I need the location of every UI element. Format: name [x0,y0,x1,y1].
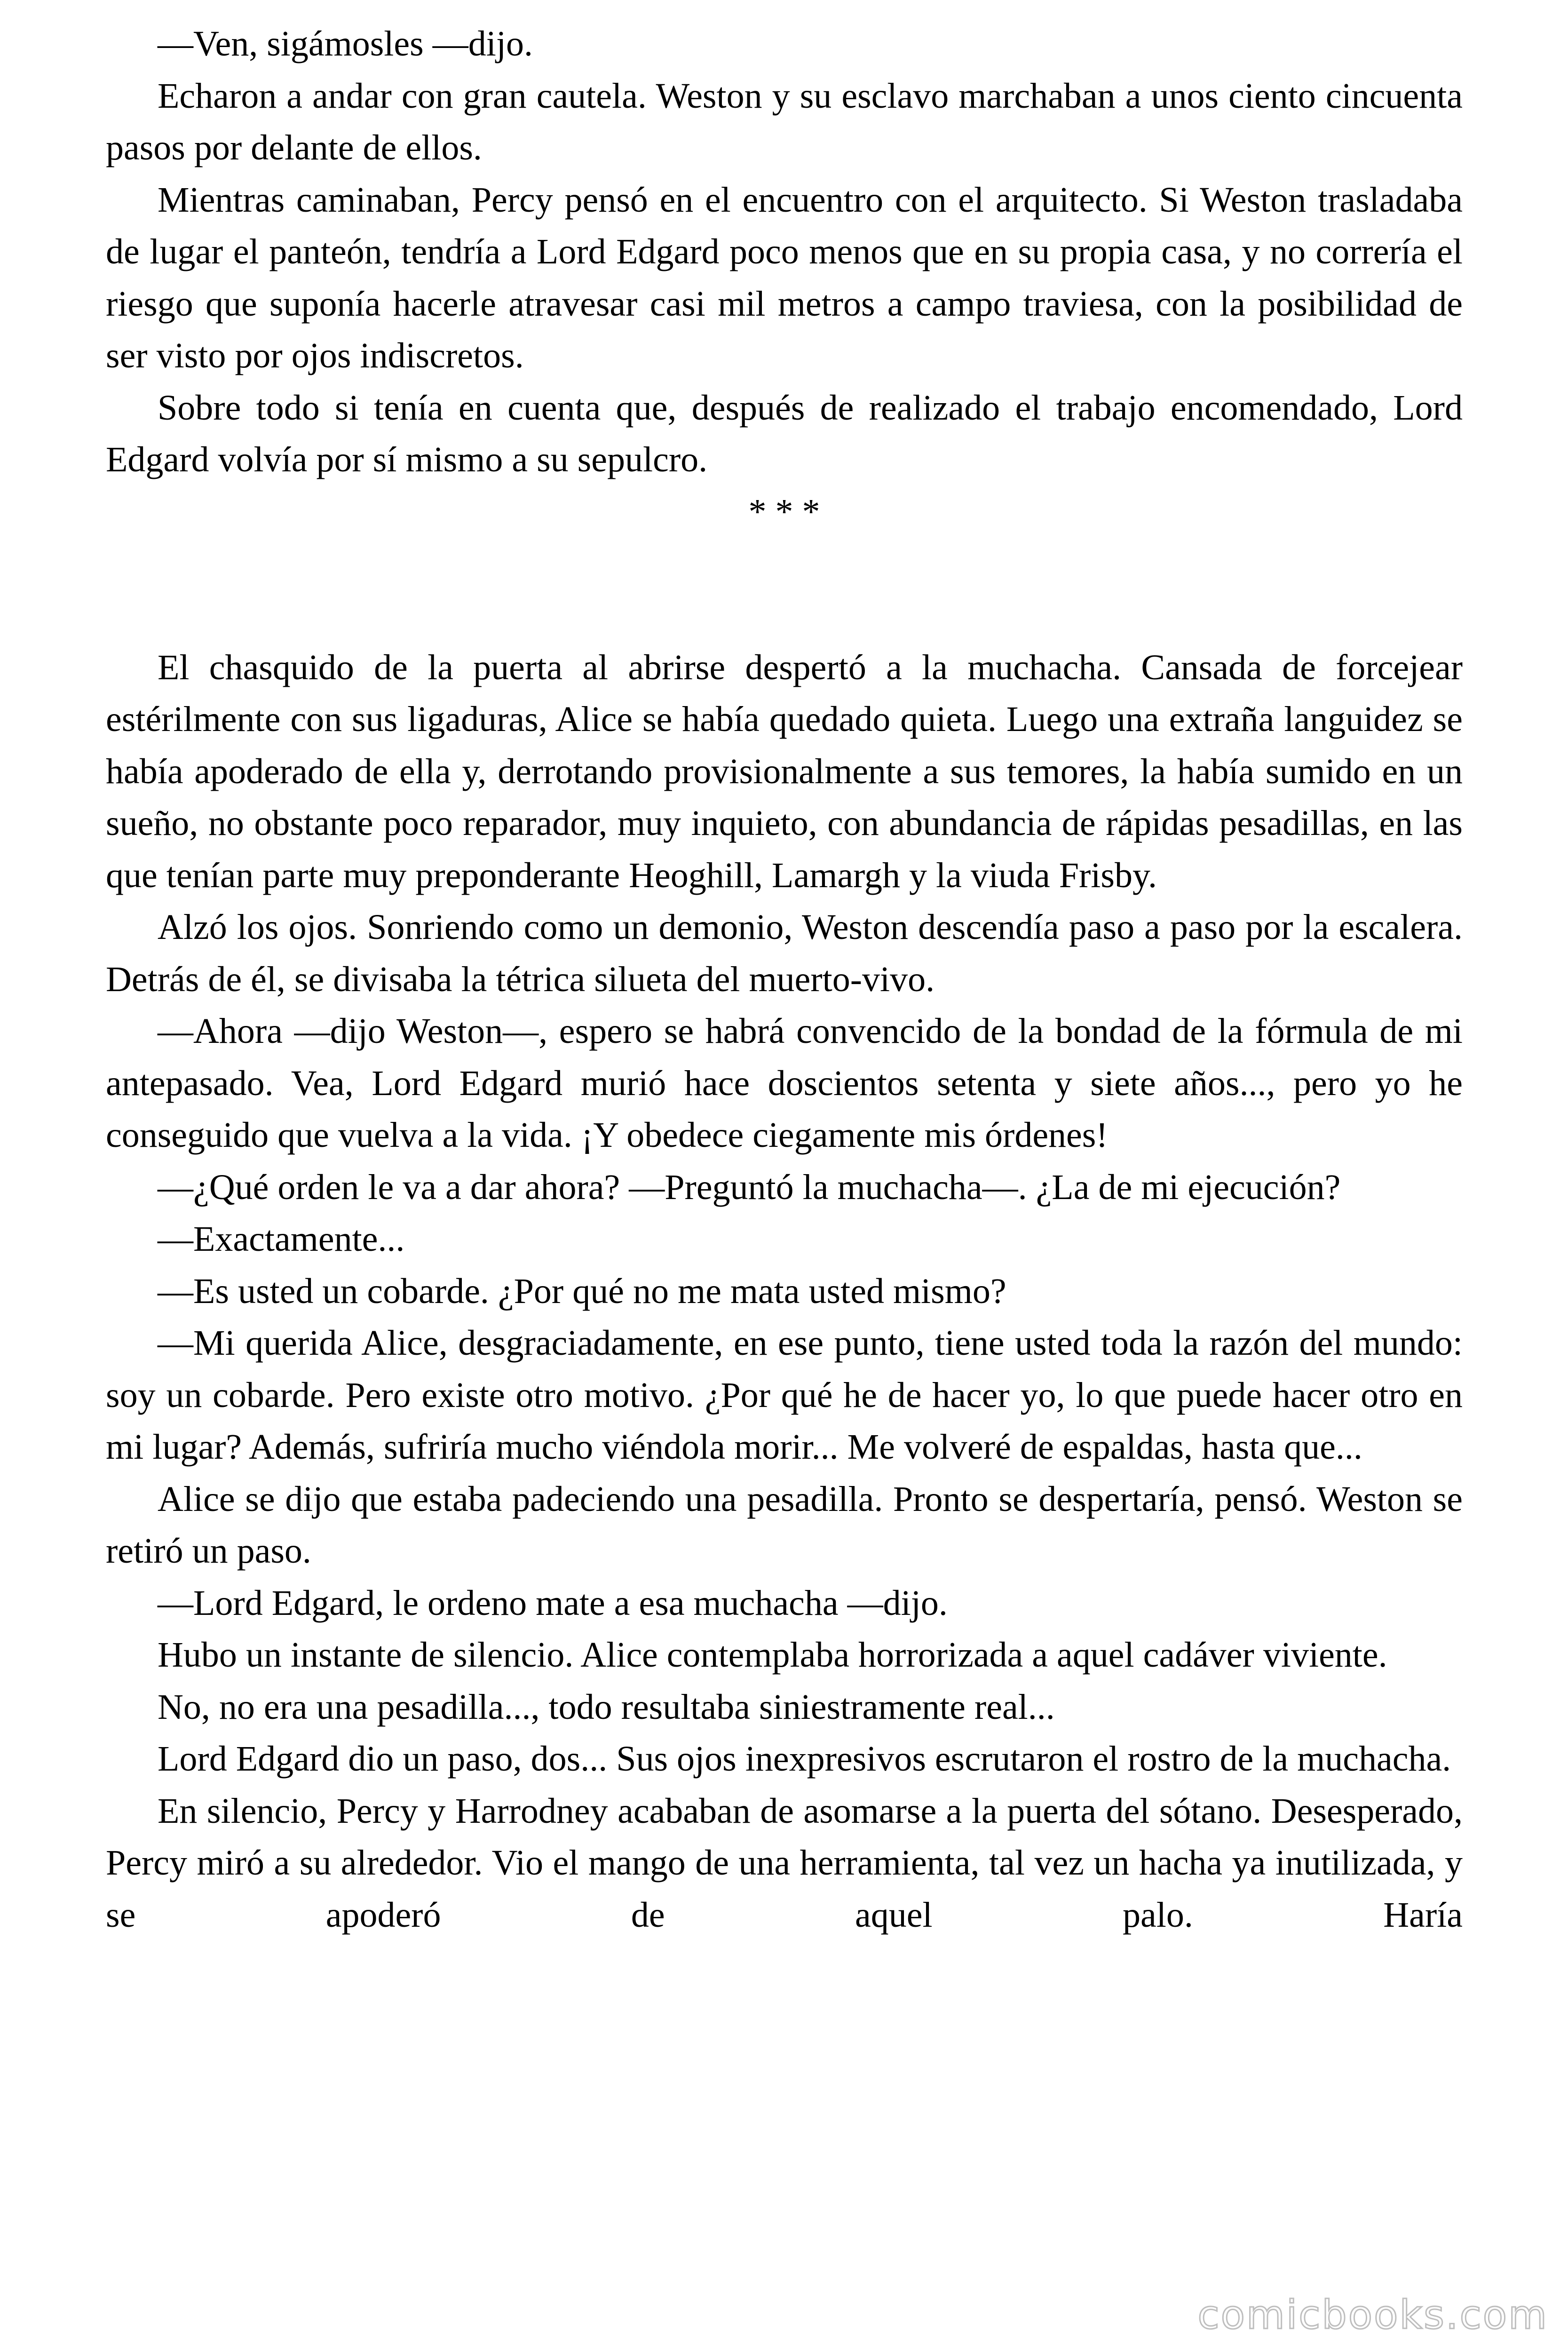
paragraph: Echaron a andar con gran cautela. Weston y su esclavo marchaban a unos ciento cincuenta pasos por delante de ellos. [106,76,1463,167]
paragraph: Mientras caminaban, Percy pensó en el encuentro con el arquitecto. Si Weston trasladaba de lugar el panteón, tendría a Lord Edgard poco menos que en su propia casa, y no correría el riesgo que suponía hacerle atravesar casi mil metros a campo traviesa, con la posibilidad de ser visto por ojos indiscretos. [106,180,1463,375]
paragraph: —Es usted un cobarde. ¿Por qué no me mata usted mismo? [158,1271,1006,1311]
page-body-text [106,18,1463,1941]
paragraph: —Ven, sigámosles —dijo. [158,24,533,64]
paragraph: —Exactamente... [158,1219,405,1259]
paragraph: Hubo un instante de silencio. Alice contemplaba horrorizada a aquel cadáver viviente. [158,1635,1387,1675]
paragraph: El chasquido de la puerta al abrirse despertó a la muchacha. Cansada de forcejear estérilmente con sus ligaduras, Alice se había quedado quieta. Luego una extraña languidez se había apoderado de ella y, derrotando provisionalmente a sus temores, la había sumido en un sueño, no obstante poco reparador, muy inquieto, con abundancia de rápidas pesadillas, en las que tenían parte muy preponderante Heoghill, Lamargh y la viuda Frisby. [106,647,1463,895]
paragraph: Alzó los ojos. Sonriendo como un demonio, Weston descendía paso a paso por la escalera. Detrás de él, se divisaba la tétrica silueta del muerto-vivo. [106,907,1463,999]
paragraph: En silencio, Percy y Harrodney acababan de asomarse a la puerta del sótano. Desesperado, Percy miró a su alrededor. Vio el mango de una herramienta, tal vez un hacha ya inutilizada, y se apoderó de aquel palo. Haría [106,1791,1463,1935]
section-separator: * * * [748,492,820,532]
paragraph: —¿Qué orden le va a dar ahora? —Preguntó la muchacha—. ¿La de mi ejecución? [158,1167,1341,1207]
paragraph: —Lord Edgard, le ordeno mate a esa muchacha —dijo. [158,1583,948,1623]
watermark: comicbooks.com [1197,2292,1548,2338]
paragraph: Lord Edgard dio un paso, dos... Sus ojos inexpresivos escrutaron el rostro de la muchacha. [158,1739,1451,1779]
paragraph: Alice se dijo que estaba padeciendo una pesadilla. Pronto se despertaría, pensó. Weston se retiró un paso. [106,1479,1463,1571]
paragraph: Sobre todo si tenía en cuenta que, después de realizado el trabajo encomendado, Lord Edgard volvía por sí mismo a su sepulcro. [106,388,1463,479]
paragraph: —Ahora —dijo Weston—, espero se habrá convencido de la bondad de la fórmula de mi antepasado. Vea, Lord Edgard murió hace doscientos setenta y siete años..., pero yo he conseguido que vuelva a la vida. ¡Y obedece ciegamente mis órdenes! [106,1011,1463,1155]
paragraph: No, no era una pesadilla..., todo resultaba siniestramente real... [158,1687,1055,1727]
paragraph: —Mi querida Alice, desgraciadamente, en ese punto, tiene usted toda la razón del mundo: soy un cobarde. Pero existe otro motivo. ¿Por qué he de hacer yo, lo que puede hacer otro en mi lugar? Además, sufriría mucho viéndola morir... Me volveré de espaldas, hasta que... [106,1323,1463,1467]
